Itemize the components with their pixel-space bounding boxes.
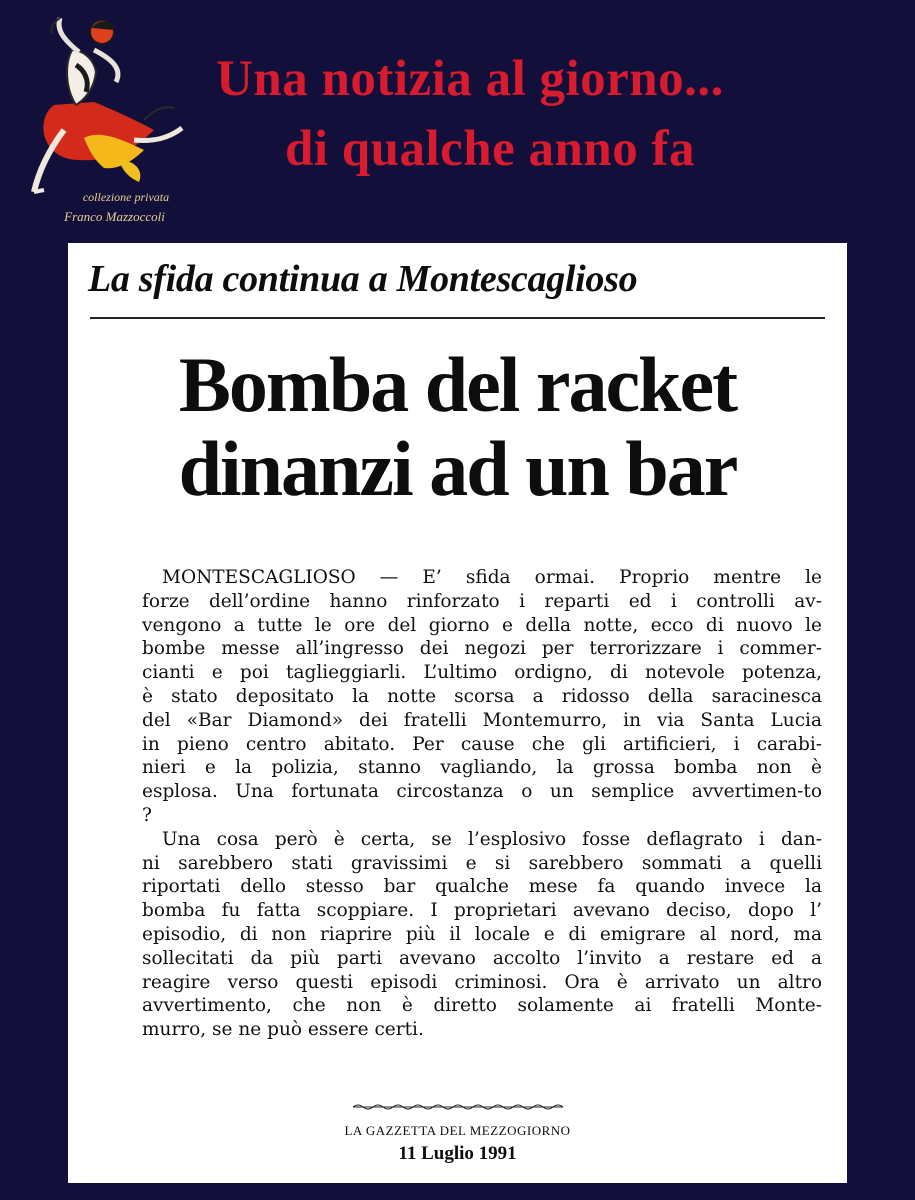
- logo-caption-collection: collezione privata: [82, 190, 170, 204]
- body-line: esplosa. Una fortunata circostanza o un semplice avvertimen-to: [142, 781, 822, 803]
- kicker-rule: [90, 317, 825, 319]
- body-line: del «Bar Diamond» dei fratelli Montemurro, in via Santa Lucia: [142, 709, 822, 731]
- article-body: [142, 566, 822, 1042]
- body-line: Una cosa però è certa, se l’esplosivo fosse deflagrato i dan-: [162, 828, 822, 850]
- body-line: ?: [142, 804, 152, 826]
- banner-title: [140, 44, 800, 184]
- body-line: sollecitati da più parti avevano accolto l’invito a restare ed a: [142, 947, 822, 969]
- body-line: riportati dello stesso bar qualche mese fa quando invece la: [142, 876, 822, 898]
- article-kicker: La sfida continua a Montescaglioso: [88, 258, 638, 300]
- banner-line-2: di qualche anno fa: [284, 121, 696, 177]
- logo-caption-owner: Franco Mazzoccoli: [64, 209, 165, 224]
- article-headline: [68, 343, 847, 511]
- publication-date: 11 Luglio 1991: [398, 1143, 517, 1164]
- banner-line-1: Una notizia al giorno...: [216, 51, 724, 107]
- body-line: nieri e la polizia, stanno vagliando, la grossa bomba non è: [142, 757, 822, 779]
- body-line: bombe messe all’ingresso dei negozi per terrorizzare i commer-: [142, 638, 822, 660]
- body-line: murro, se ne può essere certi.: [142, 1019, 424, 1041]
- body-line: avvertimento, che non è diretto solamente ai fratelli Monte-: [142, 995, 822, 1017]
- body-line: reagire verso questi episodi criminosi. Ora è arrivato un altro: [142, 971, 822, 993]
- body-line: forze dell’ordine hanno rinforzato i reparti ed i controlli av-: [142, 590, 822, 612]
- article-source: [68, 1103, 847, 1165]
- body-line: MONTESCAGLIOSO — E’ sfida ormai. Proprio mentre le: [162, 567, 822, 588]
- newspaper-masthead: LA GAZZETTA DEL MEZZOGIORNO: [344, 1123, 571, 1138]
- body-line: episodio, di non riaprire più il locale e di emigrare al nord, ma: [142, 923, 822, 945]
- body-line: cianti e poi taglieggiarli. L’ultimo ordigno, di notevole potenza,: [142, 662, 822, 684]
- body-line: vengono a tutte le ore del giorno e della notte, ecco di nuovo le: [142, 614, 822, 636]
- newspaper-clipping: [68, 243, 847, 1183]
- headline-line-2: dinanzi ad un bar: [178, 425, 737, 512]
- ornament-divider: [353, 1103, 563, 1111]
- body-line: in pieno centro abitato. Per cause che gli artificieri, i carabi-: [142, 733, 822, 755]
- body-line: bomba fu fatta scoppiare. I proprietari avevano deciso, dopo l’: [142, 900, 822, 922]
- body-line: è stato depositato la notte scorsa a ridosso della saracinesca: [142, 685, 822, 707]
- body-line: ni sarebbero stati gravissimi e si sarebbero sommati a quelli: [142, 852, 822, 874]
- headline-line-1: Bomba del racket: [178, 341, 737, 428]
